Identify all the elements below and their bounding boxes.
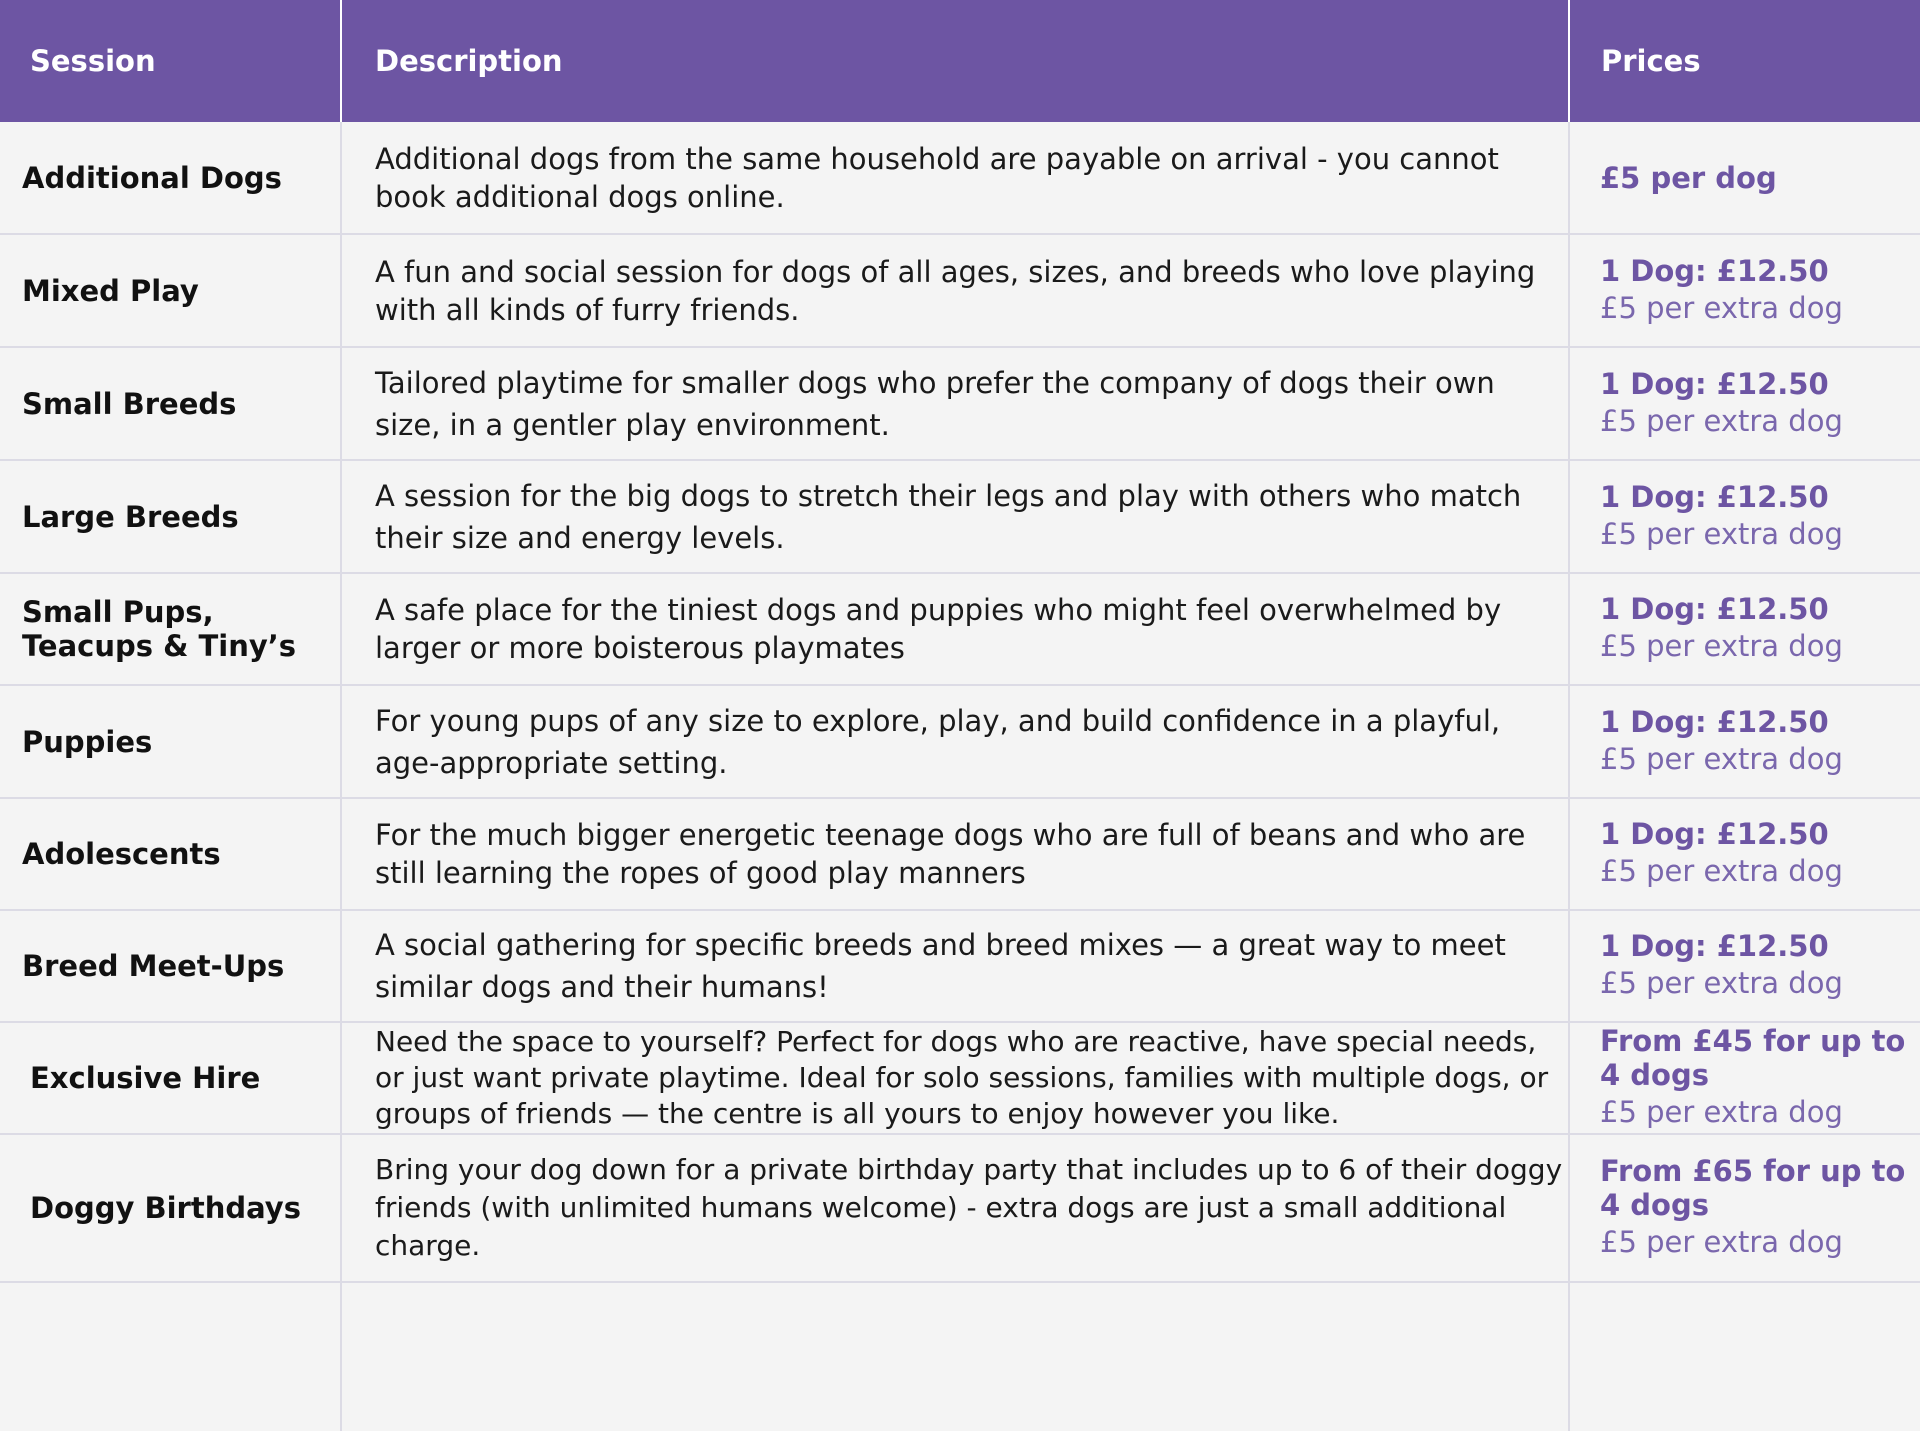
session-name: Small Breeds (22, 386, 237, 421)
price-main: 1 Dog: £12.50 (1600, 479, 1829, 514)
session-description: Bring your dog down for a private birthday party that includes up to 6 of their doggy friends (with unlimited humans welcome) - extra dogs are just a small additional charge. (375, 1153, 1563, 1262)
price-extra: £5 per extra dog (1600, 516, 1843, 551)
session-price (1600, 122, 1910, 233)
price-extra: £5 per extra dog (1600, 854, 1843, 888)
price-main: 1 Dog: £12.50 (1600, 704, 1829, 739)
session-name: Mixed Play (22, 273, 199, 308)
table-row (0, 911, 1920, 1023)
price-extra: £5 per extra dog (1600, 966, 1843, 1000)
session-description: A safe place for the tiniest dogs and puppies who might feel overwhelmed by larger or more boisterous playmates (375, 593, 1502, 665)
price-main: 1 Dog: £12.50 (1600, 592, 1829, 626)
price-main: 1 Dog: £12.50 (1600, 366, 1829, 401)
table-row (0, 235, 1920, 348)
header-divider (340, 0, 342, 122)
table-row (0, 348, 1920, 461)
table-row (0, 461, 1920, 574)
price-extra: £5 per extra dog (1600, 1225, 1843, 1259)
price-main: 1 Dog: £12.50 (1600, 817, 1829, 851)
header-divider (1568, 0, 1570, 122)
session-price (1600, 1023, 1910, 1133)
header-prices: Prices (1601, 44, 1701, 78)
session-description: A session for the big dogs to stretch their legs and play with others who match their size and energy levels. (375, 478, 1522, 555)
session-name: Small Pups, Teacups & Tiny’s (22, 595, 297, 663)
price-extra: £5 per extra dog (1600, 403, 1843, 438)
table-row (0, 1023, 1920, 1135)
header-description: Description (375, 44, 563, 78)
column-divider (1568, 0, 1570, 1431)
price-extra: £5 per extra dog (1600, 1095, 1843, 1129)
session-price (1600, 911, 1910, 1021)
session-price (1600, 686, 1910, 797)
session-name: Breed Meet-Ups (22, 949, 285, 983)
table-row (0, 1135, 1920, 1283)
session-price (1600, 799, 1910, 909)
table-row (0, 574, 1920, 686)
session-description: For young pups of any size to explore, play, and build confidence in a playful, age-appropriate setting. (375, 703, 1501, 780)
table-row (0, 799, 1920, 911)
price-main: 1 Dog: £12.50 (1600, 253, 1829, 288)
session-name: Large Breeds (22, 499, 239, 534)
header-session: Session (30, 44, 156, 78)
price-extra: £5 per extra dog (1600, 741, 1843, 776)
session-price (1600, 348, 1910, 459)
price-main: From £65 for up to 4 dogs (1600, 1154, 1906, 1222)
session-price (1600, 574, 1910, 684)
column-divider (340, 0, 342, 1431)
price-extra: £5 per extra dog (1600, 629, 1843, 663)
session-name: Doggy Birthdays (30, 1191, 301, 1225)
session-price (1600, 235, 1910, 346)
price-main: From £45 for up to 4 dogs (1600, 1024, 1906, 1092)
session-description: For the much bigger energetic teenage dogs who are full of beans and who are still learning the ropes of good play manners (375, 818, 1526, 890)
table-header (0, 0, 1920, 122)
session-price (1600, 1135, 1910, 1281)
session-price (1600, 461, 1910, 572)
session-name: Puppies (22, 724, 153, 759)
session-name: Exclusive Hire (30, 1061, 261, 1095)
table-row (0, 122, 1920, 235)
session-name: Adolescents (22, 837, 221, 871)
session-description: A social gathering for specific breeds and breed mixes — a great way to meet similar dogs and their humans! (375, 928, 1506, 1004)
table-row (0, 686, 1920, 799)
price-extra: £5 per extra dog (1600, 290, 1843, 325)
session-description: Additional dogs from the same household are payable on arrival - you cannot book additional dogs online. (375, 141, 1499, 214)
session-name: Additional Dogs (22, 160, 282, 195)
session-description: Tailored playtime for smaller dogs who prefer the company of dogs their own size, in a gentler play environment. (375, 365, 1495, 442)
session-description: Need the space to yourself? Perfect for dogs who are reactive, have special needs, or just want private playtime. Ideal for solo sessions, families with multiple dogs, or groups of friends — the centre is all yours to enjoy however you like. (375, 1025, 1549, 1130)
price-main: £5 per dog (1600, 160, 1777, 195)
session-description: A fun and social session for dogs of all ages, sizes, and breeds who love playing with all kinds of furry friends. (375, 254, 1536, 327)
price-main: 1 Dog: £12.50 (1600, 929, 1829, 963)
